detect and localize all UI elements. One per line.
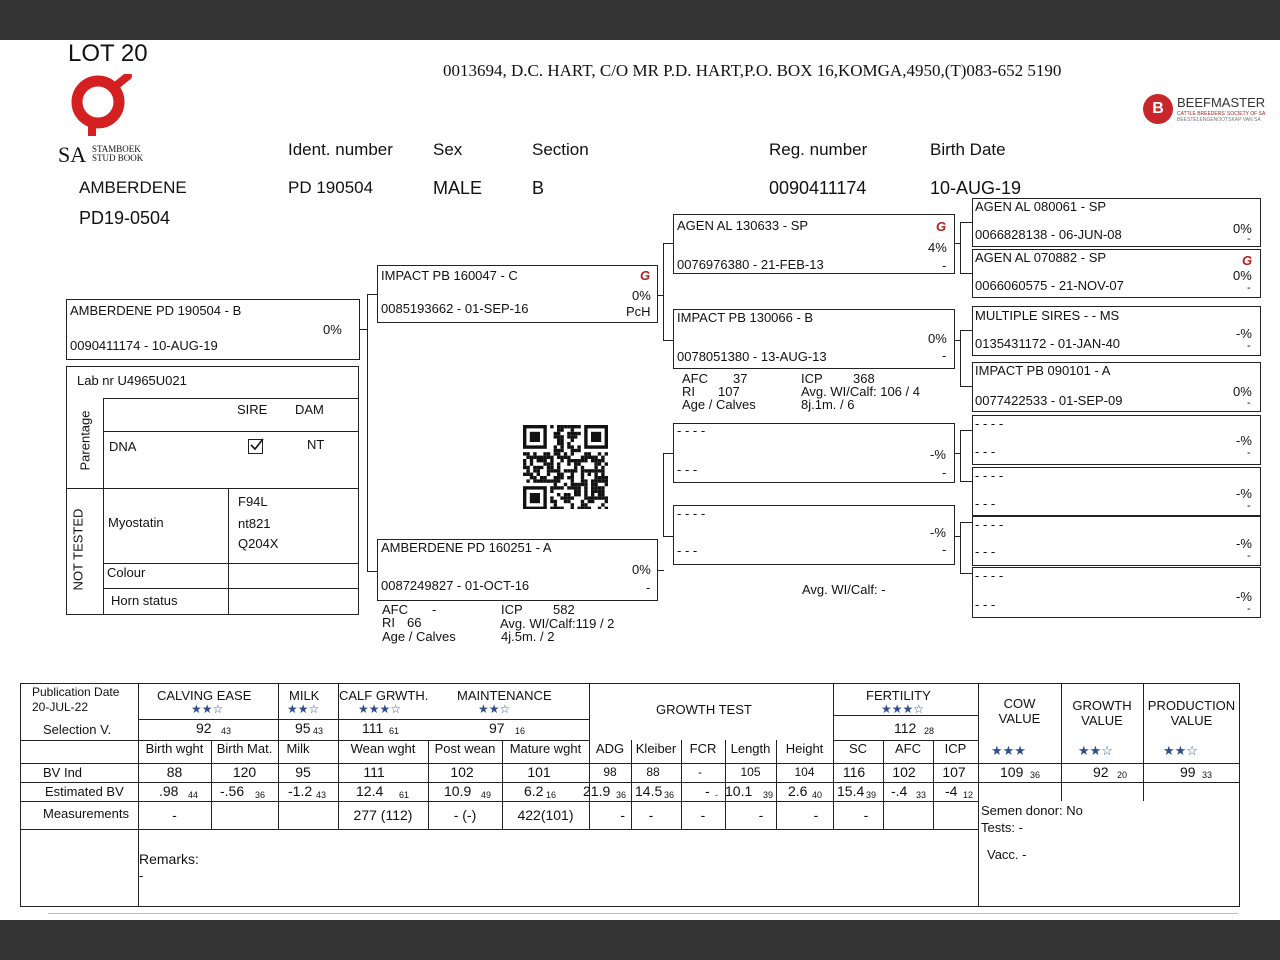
lab-sire-header: SIRE xyxy=(237,402,268,417)
bv-birth-mat: 120 xyxy=(232,764,257,780)
sel-calving-acc: 43 xyxy=(221,726,232,736)
bv-growth-value: 92 xyxy=(1093,764,1109,780)
est-wean-wght-acc: 61 xyxy=(399,790,410,800)
ggp-dash: - xyxy=(1247,340,1251,352)
dam-avg-wi: Avg. WI/Calf:119 / 2 xyxy=(500,616,615,631)
dam-box[interactable] xyxy=(377,539,658,601)
dam-age-value: 4j.5m. / 2 xyxy=(501,629,555,644)
ds-dash: - xyxy=(942,465,947,480)
dna-sire-checkbox xyxy=(248,439,263,454)
calving-stars: ★★☆ xyxy=(191,702,224,716)
est-birth-wght: .98 xyxy=(159,783,179,799)
genetic-icon: G xyxy=(640,268,651,283)
dam-dam-box[interactable] xyxy=(673,505,955,565)
animal-box-reg: 0090411174 - 10-AUG-19 xyxy=(70,338,218,353)
sel-maint-acc: 16 xyxy=(515,726,526,736)
sd-age-value: 8j.1m. / 6 xyxy=(801,397,855,412)
lab-box xyxy=(66,366,359,615)
ggp-title: AGEN AL 080061 - SP xyxy=(975,199,1107,214)
est-kleiber: 14.5 xyxy=(635,783,663,799)
bv-kleiber: 88 xyxy=(646,765,660,779)
dna-label: DNA xyxy=(109,439,137,454)
qr-code xyxy=(523,425,609,509)
meas-fcr: - xyxy=(700,807,706,823)
growth-test-header: GROWTH TEST xyxy=(656,702,752,717)
est-afc: -.4 xyxy=(891,783,908,799)
ggp-title: IMPACT PB 090101 - A xyxy=(975,363,1111,378)
est-fcr: - xyxy=(705,783,710,799)
ss-title: AGEN AL 130633 - SP xyxy=(677,218,809,233)
ggp-dash: - xyxy=(1247,233,1251,245)
dna-dam-value: NT xyxy=(307,437,325,452)
ggp-pct: -% xyxy=(1236,486,1252,501)
measurements-label: Measurements xyxy=(43,806,129,821)
birth-label: Birth Date xyxy=(930,140,1006,159)
sire-dam-box[interactable] xyxy=(673,309,955,369)
ggp-dash: - xyxy=(1247,282,1251,294)
sex-label: Sex xyxy=(433,140,463,159)
footer-rule xyxy=(48,913,1238,914)
est-icp: -4 xyxy=(945,783,958,799)
meas-length: - xyxy=(758,807,764,823)
ident-label: Ident. number xyxy=(288,140,393,159)
sd-icp-label: ICP xyxy=(801,371,823,386)
sd-reg: 0078051380 - 13-AUG-13 xyxy=(677,349,827,364)
ident-value: PD 190504 xyxy=(288,178,374,197)
myostatin-f94l: F94L xyxy=(238,494,268,509)
sel-calving: 92 xyxy=(196,720,212,736)
sd-ri-value: 107 xyxy=(718,384,740,399)
dam-afc-label: AFC xyxy=(382,602,408,617)
sire-sire-box[interactable] xyxy=(673,214,955,274)
cow-value-stars: ★★★ xyxy=(991,743,1026,758)
ggp-title: - - - - xyxy=(975,568,1004,583)
est-milk-acc: 43 xyxy=(316,790,327,800)
est-post-wean-acc: 49 xyxy=(481,790,492,800)
ggp-reg: - - - xyxy=(975,444,996,459)
ggp-pct: 0% xyxy=(1233,384,1252,399)
semen-donor: Semen donor: No xyxy=(981,803,1083,818)
sire-pch: PcH xyxy=(626,304,651,319)
ggp-dash: - xyxy=(1247,500,1251,512)
bv-milk: 95 xyxy=(295,764,311,780)
dam-ri-label: RI xyxy=(382,615,395,630)
bv-wean-wght: 111 xyxy=(363,764,385,780)
ggp-box[interactable] xyxy=(972,516,1261,566)
bv-growth-acc: 20 xyxy=(1117,770,1128,780)
calf-growth-header: CALF GRWTH. xyxy=(339,688,429,703)
animal-box[interactable] xyxy=(66,299,360,360)
ggp-box[interactable] xyxy=(972,415,1261,465)
bv-post-wean: 102 xyxy=(450,764,474,780)
maintenance-stars: ★★☆ xyxy=(478,702,511,716)
horn-status-label: Horn status xyxy=(111,593,178,608)
dam-ri-value: 66 xyxy=(407,615,422,630)
ds-title: - - - - xyxy=(677,423,706,438)
lab-number: Lab nr U4965U021 xyxy=(77,373,187,388)
sd-ri-label: RI xyxy=(682,384,695,399)
dam-icp-label: ICP xyxy=(501,602,523,617)
col-sc: SC xyxy=(848,741,868,756)
col-afc: AFC xyxy=(895,741,921,756)
ggp-pct: -% xyxy=(1236,536,1252,551)
dd-pct: -% xyxy=(930,525,946,540)
check-icon xyxy=(249,438,264,452)
ggp-dash: - xyxy=(1247,447,1251,459)
colour-label: Colour xyxy=(107,565,146,580)
col-icp: ICP xyxy=(944,741,967,756)
bv-production-acc: 33 xyxy=(1202,770,1213,780)
dam-afc-value: - xyxy=(432,602,437,617)
bv-production-value: 99 xyxy=(1180,764,1196,780)
bv-afc: 102 xyxy=(892,764,916,780)
meas-height: - xyxy=(813,807,819,823)
bv-fcr: - xyxy=(698,765,702,779)
remarks-label: Remarks: xyxy=(139,851,199,867)
ggp-title: - - - - xyxy=(975,468,1004,483)
bv-sc: 116 xyxy=(842,764,866,780)
calving-ease-header: CALVING EASE xyxy=(157,688,252,703)
est-sc-acc: 39 xyxy=(866,790,877,800)
col-adg: ADG xyxy=(595,741,625,756)
vaccinations: Vacc. - xyxy=(987,847,1027,862)
growth-value-stars: ★★☆ xyxy=(1078,743,1113,758)
beefmaster-badge-icon: B xyxy=(1143,94,1173,124)
production-value-header: PRODUCTION VALUE xyxy=(1147,698,1236,728)
animal-box-pct: 0% xyxy=(323,322,342,337)
logo-sa-text: SA xyxy=(58,142,87,167)
genetic-icon: G xyxy=(1242,253,1253,268)
dam-reg: 0087249827 - 01-OCT-16 xyxy=(381,578,530,593)
dam-age-label: Age / Calves xyxy=(382,629,456,644)
ggp-reg: - - - xyxy=(975,544,996,559)
milk-stars: ★★☆ xyxy=(287,702,320,716)
section-value: B xyxy=(532,178,545,198)
col-kleiber: Kleiber xyxy=(635,741,677,756)
reg-label: Reg. number xyxy=(769,140,868,159)
sire-box[interactable] xyxy=(377,265,658,323)
bv-cow-value: 109 xyxy=(1000,764,1024,780)
section-label: Section xyxy=(532,140,589,159)
sire-title: IMPACT PB 160047 - C xyxy=(381,268,518,283)
myostatin-label: Myostatin xyxy=(108,515,164,530)
col-birth-wght: Birth wght xyxy=(145,741,204,756)
tests: Tests: - xyxy=(981,820,1023,835)
est-mature-wght: 6.2 xyxy=(524,783,544,799)
beefmaster-tagline1: CATTLE BREEDERS' SOCIETY OF SA xyxy=(1177,111,1266,117)
dam-icp-value: 582 xyxy=(553,602,575,617)
est-length-acc: 39 xyxy=(763,790,774,800)
meas-post-wean: - (-) xyxy=(453,807,477,823)
ggp-pct: -% xyxy=(1236,589,1252,604)
cow-value-header: COW VALUE xyxy=(998,696,1041,726)
est-icp-acc: 12 xyxy=(963,790,974,800)
calf-growth-stars: ★★★☆ xyxy=(358,702,402,716)
production-value-stars: ★★☆ xyxy=(1163,743,1198,758)
ss-dash: - xyxy=(942,258,947,273)
ggp-title: - - - - xyxy=(975,416,1004,431)
growth-value-header: GROWTH VALUE xyxy=(1072,698,1132,728)
logo-line1: STAMBOEK xyxy=(92,144,141,154)
ggp-reg: 0077422533 - 01-SEP-09 xyxy=(975,393,1123,408)
lot-number: LOT 20 xyxy=(68,40,148,67)
est-birth-mat-acc: 36 xyxy=(255,790,266,800)
sex-value: MALE xyxy=(433,178,483,198)
not-tested-label: NOT TESTED xyxy=(70,508,86,591)
breeder-info: 0013694, D.C. HART, C/O MR P.D. HART,P.O. BOX 16,KOMGA,4950,(T)083-652 5190 xyxy=(443,61,1062,80)
ggp-box[interactable] xyxy=(972,198,1261,247)
ggp-dash: - xyxy=(1247,397,1251,409)
parentage-label: Parentage xyxy=(77,410,93,471)
ggp-reg: 0066060575 - 21-NOV-07 xyxy=(975,278,1124,293)
sel-fert-acc: 28 xyxy=(924,726,935,736)
remarks-value: - xyxy=(139,868,144,883)
dam-dash: - xyxy=(646,580,651,595)
bv-icp: 107 xyxy=(942,764,966,780)
ggp-box[interactable] xyxy=(972,362,1261,412)
dd-dash: - xyxy=(942,542,947,557)
est-length: 10.1 xyxy=(725,783,753,799)
sel-maint: 97 xyxy=(489,720,505,736)
meas-sc: - xyxy=(863,807,869,823)
sel-fert: 112 xyxy=(894,720,917,736)
est-fcr-acc: - xyxy=(715,790,718,800)
publication-date-label: Publication Date xyxy=(32,685,120,699)
sire-reg: 0085193662 - 01-SEP-16 xyxy=(381,301,529,316)
est-birth-mat: -.56 xyxy=(220,783,245,799)
ggp-reg: - - - xyxy=(975,496,996,511)
est-adg: 21.9 xyxy=(583,783,611,799)
col-fcr: FCR xyxy=(689,741,717,756)
ggp-box[interactable] xyxy=(972,306,1261,356)
sel-milk: 95 xyxy=(295,720,311,736)
milk-header: MILK xyxy=(289,688,320,703)
ggp-pct: -% xyxy=(1236,326,1252,341)
dd-avg-wi: Avg. WI/Calf: - xyxy=(802,582,886,597)
maintenance-header: MAINTENANCE xyxy=(457,688,552,703)
bv-cow-acc: 36 xyxy=(1030,770,1041,780)
est-afc-acc: 33 xyxy=(916,790,927,800)
bv-mature-wght: 101 xyxy=(527,764,551,780)
bv-adg: 98 xyxy=(603,765,617,779)
ggp-title: MULTIPLE SIRES - - MS xyxy=(975,308,1120,323)
sd-avg-wi: Avg. WI/Calf: 106 / 4 xyxy=(801,384,920,399)
est-post-wean: 10.9 xyxy=(444,783,472,799)
est-height: 2.6 xyxy=(788,783,808,799)
sd-pct: 0% xyxy=(928,331,947,346)
myostatin-nt821: nt821 xyxy=(238,516,271,531)
beefmaster-logo xyxy=(1143,92,1273,126)
est-wean-wght: 12.4 xyxy=(356,783,384,799)
sd-afc-label: AFC xyxy=(682,371,708,386)
est-milk: -1.2 xyxy=(288,783,313,799)
ggp-reg: - - - xyxy=(975,597,996,612)
bv-height: 104 xyxy=(794,765,815,779)
reg-value: 0090411174 xyxy=(769,178,867,198)
myostatin-q204x: Q204X xyxy=(238,536,279,551)
dd-reg: - - - xyxy=(677,543,698,558)
meas-mature-wght: 422(101) xyxy=(517,807,574,823)
ggp-box[interactable] xyxy=(972,249,1261,298)
est-adg-acc: 36 xyxy=(616,790,627,800)
ggp-box[interactable] xyxy=(972,467,1261,516)
ds-reg: - - - xyxy=(677,462,698,477)
sa-studbook-logo xyxy=(58,74,168,167)
dam-title: AMBERDENE PD 160251 - A xyxy=(381,540,552,555)
beefmaster-tagline2: BEESTELENGENOOTSKAP VAN SA xyxy=(1177,117,1261,123)
ggp-dash: - xyxy=(1247,603,1251,615)
est-mature-wght-acc: 16 xyxy=(546,790,557,800)
sel-calf-acc: 61 xyxy=(389,726,400,736)
meas-adg: - xyxy=(620,807,625,823)
ggp-reg: 0066828138 - 06-JUN-08 xyxy=(975,227,1122,242)
col-birth-mat: Birth Mat. xyxy=(216,741,273,756)
ggp-title: - - - - xyxy=(975,517,1004,532)
ggp-pct: -% xyxy=(1236,433,1252,448)
beefmaster-name: BEEFMASTER xyxy=(1177,95,1266,110)
meas-wean-wght: 277 (112) xyxy=(353,807,413,823)
sel-milk-acc: 43 xyxy=(313,726,324,736)
logo-line2: STUD BOOK xyxy=(92,153,144,163)
est-birth-wght-acc: 44 xyxy=(188,790,199,800)
col-mature-wght: Mature wght xyxy=(509,741,582,756)
ggp-title: AGEN AL 070882 - SP xyxy=(975,250,1107,265)
sel-calf: 111 xyxy=(362,720,384,736)
ds-pct: -% xyxy=(930,447,946,462)
animal-box-title: AMBERDENE PD 190504 - B xyxy=(70,303,242,318)
ggp-pct: 0% xyxy=(1233,221,1252,236)
ggp-reg: 0135431172 - 01-JAN-40 xyxy=(975,336,1121,351)
genetic-icon: G xyxy=(936,219,947,234)
sd-icp-value: 368 xyxy=(853,371,875,386)
bv-birth-wght: 88 xyxy=(166,764,183,780)
birth-value: 10-AUG-19 xyxy=(930,178,1022,198)
bv-length: 105 xyxy=(740,765,761,779)
est-sc: 15.4 xyxy=(837,783,865,799)
ss-reg: 0076976380 - 21-FEB-13 xyxy=(677,257,824,272)
animal-name: AMBERDENE xyxy=(79,178,187,197)
sd-age-label: Age / Calves xyxy=(682,397,756,412)
performance-table xyxy=(20,683,1240,907)
meas-birth-wght: - xyxy=(172,807,177,823)
sd-afc-value: 37 xyxy=(733,371,748,386)
col-height: Height xyxy=(785,741,824,756)
publication-date-value: 20-JUL-22 xyxy=(32,700,89,714)
ggp-pct: 0% xyxy=(1233,268,1252,283)
estimated-bv-label: Estimated BV xyxy=(45,784,124,799)
fertility-header: FERTILITY xyxy=(866,688,931,703)
bottom-bar xyxy=(0,920,1280,960)
est-height-acc: 40 xyxy=(812,790,823,800)
top-bar xyxy=(0,0,1280,40)
animal-code: PD19-0504 xyxy=(79,208,171,228)
lab-dam-header: DAM xyxy=(295,402,324,417)
col-post-wean: Post wean xyxy=(434,741,496,756)
fertility-stars: ★★★☆ xyxy=(881,702,925,716)
dam-pct: 0% xyxy=(632,562,651,577)
ggp-box[interactable] xyxy=(972,567,1261,618)
selection-label: Selection V. xyxy=(43,722,112,737)
dam-sire-box[interactable] xyxy=(673,423,955,483)
sire-pct: 0% xyxy=(632,288,651,303)
bv-ind-label: BV Ind xyxy=(43,765,83,780)
meas-kleiber: - xyxy=(648,807,654,823)
col-length: Length xyxy=(730,741,771,756)
est-kleiber-acc: 36 xyxy=(664,790,675,800)
ggp-dash: - xyxy=(1247,550,1251,562)
col-wean-wght: Wean wght xyxy=(350,741,416,756)
sd-dash: - xyxy=(942,348,947,363)
col-milk: Milk xyxy=(286,741,310,756)
ss-pct: 4% xyxy=(928,240,947,255)
sd-title: IMPACT PB 130066 - B xyxy=(677,310,814,325)
dd-title: - - - - xyxy=(677,506,706,521)
